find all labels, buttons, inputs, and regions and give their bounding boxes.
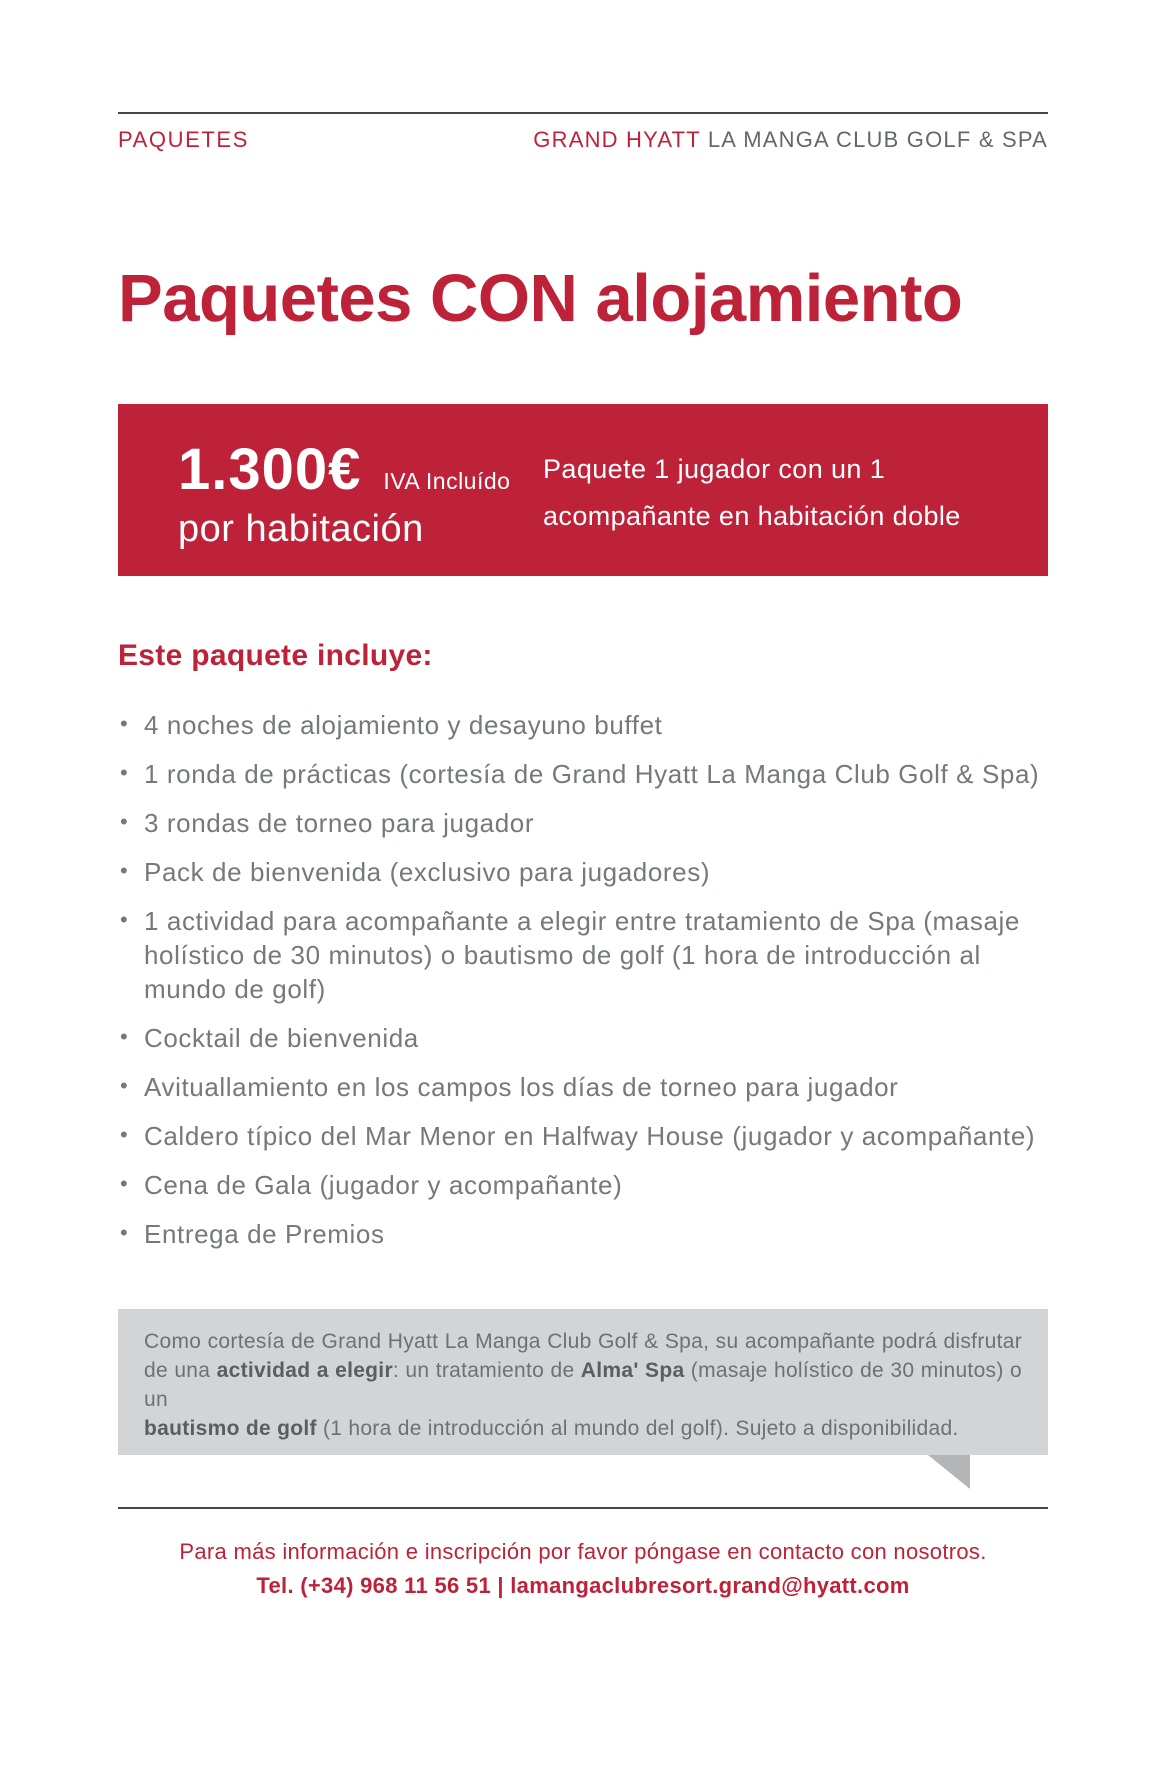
note-line xyxy=(144,1356,1022,1414)
brand-name-primary: GRAND HYATT xyxy=(533,127,701,152)
package-description-line: acompañante en habitación doble xyxy=(543,501,961,531)
brand-name xyxy=(533,127,1048,153)
list-item: • Cena de Gala (jugador y acompañante) xyxy=(118,1168,1048,1202)
page-header xyxy=(118,127,1048,153)
note-segment: de una xyxy=(144,1359,217,1382)
list-item: • 1 ronda de prácticas (cortesía de Grand Hyatt La Manga Club Golf & Spa) xyxy=(118,757,1048,791)
list-item: • Entrega de Premios xyxy=(118,1217,1048,1251)
price-block xyxy=(178,436,543,551)
courtesy-note-text xyxy=(144,1327,1022,1443)
note-bold-segment: actividad a elegir xyxy=(216,1359,393,1382)
list-item: • 3 rondas de torneo para jugador xyxy=(118,806,1048,840)
courtesy-note-box xyxy=(118,1309,1048,1455)
page-title: Paquetes CON alojamiento xyxy=(118,261,963,336)
footer-contact-line: Tel. (+34) 968 11 56 51 | lamangaclubresort.grand@hyatt.com xyxy=(256,1573,910,1598)
note-bold-segment: bautismo de golf xyxy=(144,1417,317,1440)
note-line xyxy=(144,1414,1022,1443)
package-description xyxy=(543,446,961,540)
price-banner xyxy=(118,404,1048,576)
price-tax-note: IVA Incluído xyxy=(383,467,511,494)
list-item: • Cocktail de bienvenida xyxy=(118,1021,1048,1055)
section-label: PAQUETES xyxy=(118,127,249,152)
price-per-unit: por habitación xyxy=(178,507,424,550)
list-item: • Caldero típico del Mar Menor en Halfway House (jugador y acompañante) xyxy=(118,1119,1048,1153)
note-bold-segment: Alma' Spa xyxy=(580,1359,685,1382)
list-item: • 1 actividad para acompañante a elegir entre tratamiento de Spa (masaje holístico de 30 minutos) o bautismo de golf (1 hora de introducción al mundo de golf) xyxy=(118,904,1048,1006)
note-segment: (1 hora de introducción al mundo del golf). Sujeto a disponibilidad. xyxy=(316,1417,959,1440)
brochure-page xyxy=(0,112,1166,1603)
price-row xyxy=(178,436,543,503)
list-item: • Pack de bienvenida (exclusivo para jugadores) xyxy=(118,855,1048,889)
footer-contact xyxy=(118,1535,1048,1603)
top-divider xyxy=(118,112,1048,114)
brand-name-secondary: LA MANGA CLUB GOLF & SPA xyxy=(707,127,1048,152)
note-segment: (masaje holístico de 30 minutos) o un xyxy=(144,1359,1022,1411)
note-segment: Como cortesía de Grand Hyatt La Manga Club Golf & Spa, su acompañante podrá disfrutar xyxy=(144,1330,1022,1353)
note-line xyxy=(144,1327,1022,1356)
price-amount: 1.300€ xyxy=(178,436,362,502)
list-item: • 4 noches de alojamiento y desayuno buffet xyxy=(118,708,1048,742)
bottom-divider xyxy=(118,1507,1048,1509)
footer-info-line: Para más información e inscripción por favor póngase en contacto con nosotros. xyxy=(179,1539,987,1564)
note-tail-triangle xyxy=(928,1455,970,1489)
package-description-line: Paquete 1 jugador con un 1 xyxy=(543,454,886,484)
includes-heading: Este paquete incluye: xyxy=(118,639,433,672)
includes-list xyxy=(118,708,1048,1251)
list-item: • Avituallamiento en los campos los días de torneo para jugador xyxy=(118,1070,1048,1104)
note-segment: : un tratamiento de xyxy=(392,1359,581,1382)
